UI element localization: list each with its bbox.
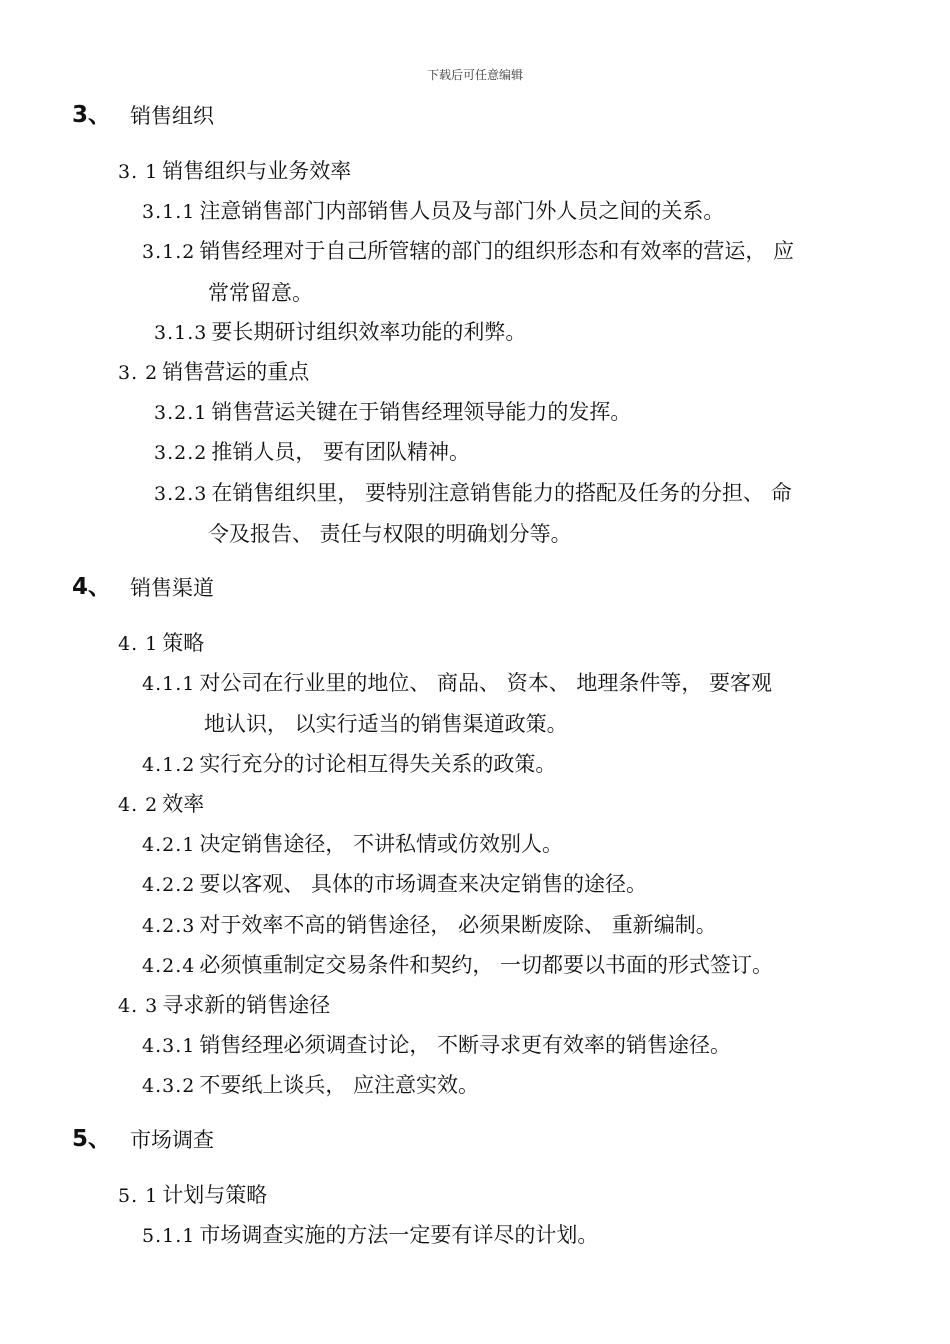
subsection-4-1: 4. 1 策略 [118, 631, 205, 655]
item-4-1-2: 4.1.2 实行充分的讨论相互得失关系的政策。 [142, 752, 557, 776]
section-heading-3 [72, 100, 214, 131]
subsection-3-1: 3. 1 销售组织与业务效率 [118, 159, 352, 183]
subsection-5-1: 5. 1 计划与策略 [118, 1183, 268, 1207]
section-number: 4、 [72, 574, 112, 600]
page-header: 下载后可任意编辑 [426, 68, 523, 82]
section-title: 销售组织 [130, 104, 214, 128]
item-4-3-1: 4.3.1 销售经理必须调查讨论， 不断寻求更有效率的销售途径。 [142, 1033, 732, 1057]
item-3-2-2: 3.2.2 推销人员， 要有团队精神。 [154, 440, 471, 464]
section-number: 5、 [72, 1126, 112, 1152]
item-4-3-2: 4.3.2 不要纸上谈兵， 应注意实效。 [142, 1073, 480, 1097]
section-title: 市场调查 [130, 1128, 214, 1152]
item-3-1-1: 3.1.1 注意销售部门内部销售人员及与部门外人员之间的关系。 [142, 199, 725, 223]
item-3-1-2: 3.1.2 销售经理对于自己所管辖的部门的组织形态和有效率的营运， 应 [142, 239, 795, 263]
subsection-3-2: 3. 2 销售营运的重点 [118, 360, 310, 384]
subsection-4-3: 4. 3 寻求新的销售途径 [118, 993, 331, 1017]
item-3-1-2-continued: 常常留意。 [208, 281, 313, 305]
item-4-1-1: 4.1.1 对公司在行业里的地位、 商品、 资本、 地理条件等， 要客观 [142, 671, 773, 695]
item-4-2-3: 4.2.3 对于效率不高的销售途径， 必须果断废除、 重新编制。 [142, 913, 717, 937]
section-number: 3、 [72, 102, 112, 128]
section-heading-4 [72, 572, 214, 603]
item-4-2-1: 4.2.1 决定销售途径， 不讲私情或仿效别人。 [142, 832, 564, 856]
item-3-2-3-continued: 令及报告、 责任与权限的明确划分等。 [208, 522, 572, 546]
section-title: 销售渠道 [130, 576, 214, 600]
subsection-4-2: 4. 2 效率 [118, 792, 205, 816]
item-5-1-1: 5.1.1 市场调查实施的方法一定要有详尽的计划。 [142, 1223, 599, 1247]
item-4-2-4: 4.2.4 必须慎重制定交易条件和契约， 一切都要以书面的形式签订。 [142, 953, 774, 977]
section-heading-5 [72, 1124, 214, 1155]
item-3-2-3: 3.2.3 在销售组织里， 要特别注意销售能力的搭配及任务的分担、 命 [154, 481, 792, 505]
item-4-2-2: 4.2.2 要以客观、 具体的市场调查来决定销售的途径。 [142, 872, 648, 896]
item-3-2-1: 3.2.1 销售营运关键在于销售经理领导能力的发挥。 [154, 400, 632, 424]
item-3-1-3: 3.1.3 要长期研讨组织效率功能的利弊。 [154, 320, 527, 344]
item-4-1-1-continued: 地认识， 以实行适当的销售渠道政策。 [204, 712, 568, 736]
